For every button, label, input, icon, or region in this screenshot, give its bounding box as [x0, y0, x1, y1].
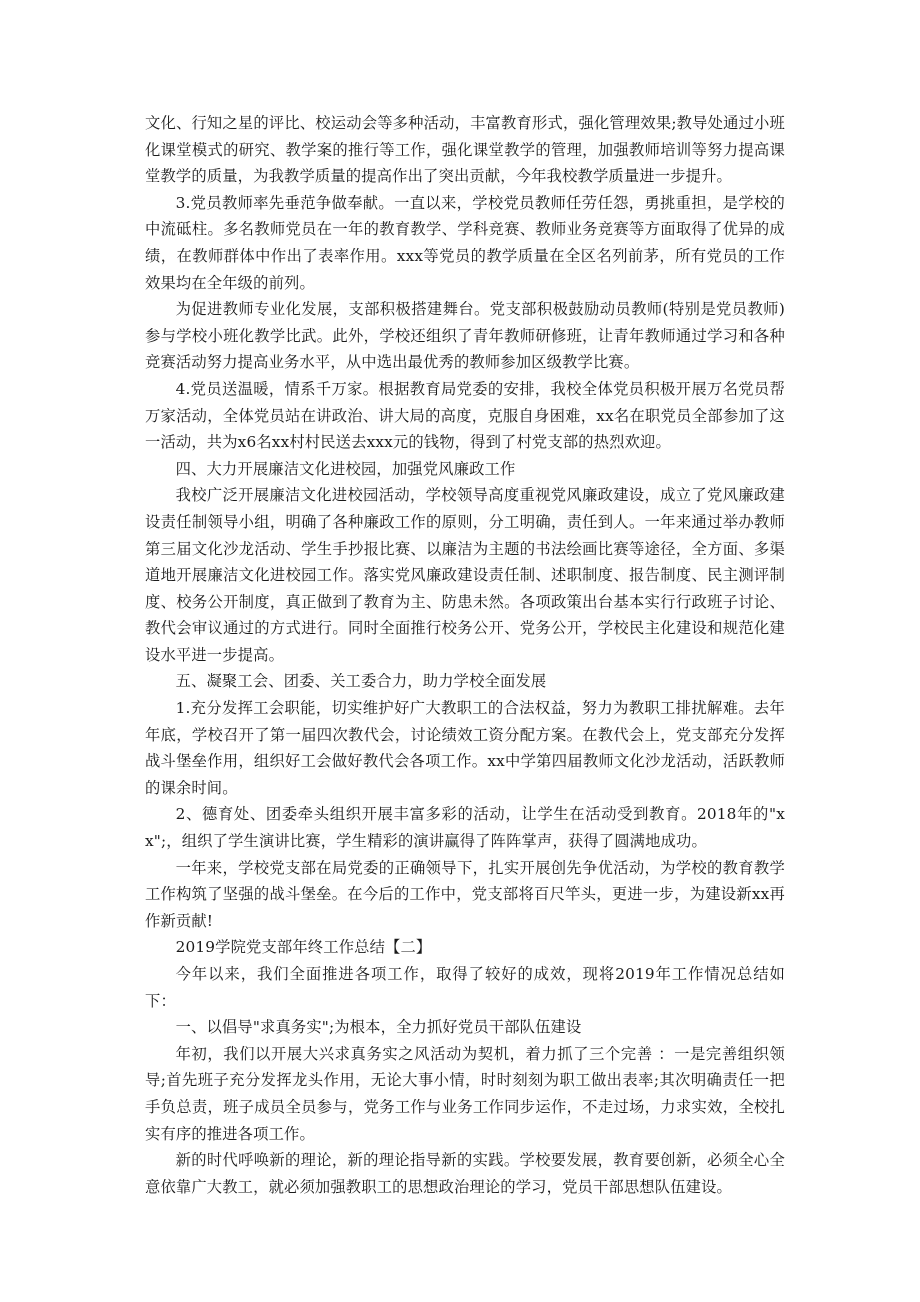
paragraph-3: 为促进教师专业化发展，支部积极搭建舞台。党支部积极鼓励动员教师(特别是党员教师)参与学校小班化教学比武。此外，学校还组织了青年教师研修班，让青年教师通过学习和各种竞赛活动努力提高业务水平，从中选出最优秀的教师参加区级教学比赛。 [145, 300, 785, 372]
paragraph-8: 1.充分发挥工会职能，切实维护好广大教职工的合法权益，努力为教职工排扰解难。去年年底，学校召开了第一届四次教代会，讨论绩效工资分配方案。在教代会上，党支部充分发挥战斗堡垒作用，组织好工会做好教代会各项工作。xx中学第四届教师文化沙龙活动，活跃教师的课余时间。 [145, 699, 785, 797]
paragraph-1: 文化、行知之星的评比、校运动会等多种活动，丰富教育形式，强化管理效果;教导处通过小班化课堂模式的研究、教学案的推行等工作，强化课堂教学的管理，加强教师培训等努力提高课堂教学的质量，为我教学质量的提高作出了突出贡献，今年我校教学质量进一步提升。 [145, 114, 785, 186]
paragraph-9: 2、德育处、团委牵头组织开展丰富多彩的活动，让学生在活动受到教育。2018年的"xx";，组织了学生演讲比赛，学生精彩的演讲赢得了阵阵掌声，获得了圆满地成功。 [145, 805, 785, 851]
paragraph-2: 3.党员教师率先垂范争做奉献。一直以来，学校党员教师任劳任怨，勇挑重担，是学校的中流砥柱。多名教师党员在一年的教育教学、学科竞赛、教师业务竞赛等方面取得了优异的成绩，在教师群体中作出了表率作用。xxx等党员的教学质量在全区名列前茅，所有党员的工作效果均在全年级的前列。 [145, 193, 785, 292]
paragraph-12: 今年以来，我们全面推进各项工作，取得了较好的成效，现将2019年工作情况总结如下： [145, 965, 785, 1010]
section-heading-4: 四、大力开展廉洁文化进校园，加强党风廉政工作 [175, 459, 516, 478]
paragraph-10: 一年来，学校党支部在局党委的正确领导下，扎实开展创先争优活动，为学校的教育教学工作构筑了坚强的战斗堡垒。在今后的工作中，党支部将百尺竿头，更进一步，为建设新xx再作新贡献! [145, 858, 785, 930]
paragraph-15: 新的时代呼唤新的理论，新的理论指导新的实践。学校要发展，教育要创新，必须全心全意依靠广大教工，就必须加强教职工的思想政治理论的学习，党员干部思想队伍建设。 [145, 1151, 785, 1196]
paragraph-4: 4.党员送温暖，情系千万家。根据教育局党委的安排，我校全体党员积极开展万名党员帮万家活动，全体党员站在讲政治、讲大局的高度，克服自身困难，xx名在职党员全部参加了这一活动，共为x6名xx村村民送去xxx元的钱物，得到了村党支部的热烈欢迎。 [145, 379, 785, 452]
section-heading-5: 五、凝聚工会、团委、关工委合力，助力学校全面发展 [175, 672, 547, 691]
section-heading-1: 一、以倡导"求真务实";为根本，全力抓好党员干部队伍建设 [175, 1018, 582, 1037]
paragraph-6: 我校广泛开展廉洁文化进校园活动，学校领导高度重视党风廉政建设，成立了党风廉政建设责任制领导小组，明确了各种廉政工作的原则，分工明确，责任到人。一年来通过举办教师第三届文化沙龙活动、学生手抄报比赛、以廉洁为主题的书法绘画比赛等途径，全方面、多渠道地开展廉洁文化进校园工作。落实党风廉政建设责任制、述职制度、报告制度、民主测评制度、校务公开制度，真正做到了教育为主、防患未然。各项政策出台基本实行行政班子讨论、教代会审议通过的方式进行。同时全面推行校务公开、党务公开，学校民主化建设和规范化建设水平进一步提高。 [145, 486, 785, 664]
paragraph-14: 年初，我们以开展大兴求真务实之风活动为契机，着力抓了三个完善 ：一是完善组织领导;首先班子充分发挥龙头作用，无论大事小情，时时刻刻为职工做出表率;其次明确责任一把手负总责，班子成员全员参与，党务工作与业务工作同步运作，不走过场，力求实效，全校扎实有序的推进各项工作。 [145, 1044, 785, 1143]
document-body [145, 110, 785, 1200]
document-title-2: 2019学院党支部年终工作总结【二】 [175, 938, 432, 957]
